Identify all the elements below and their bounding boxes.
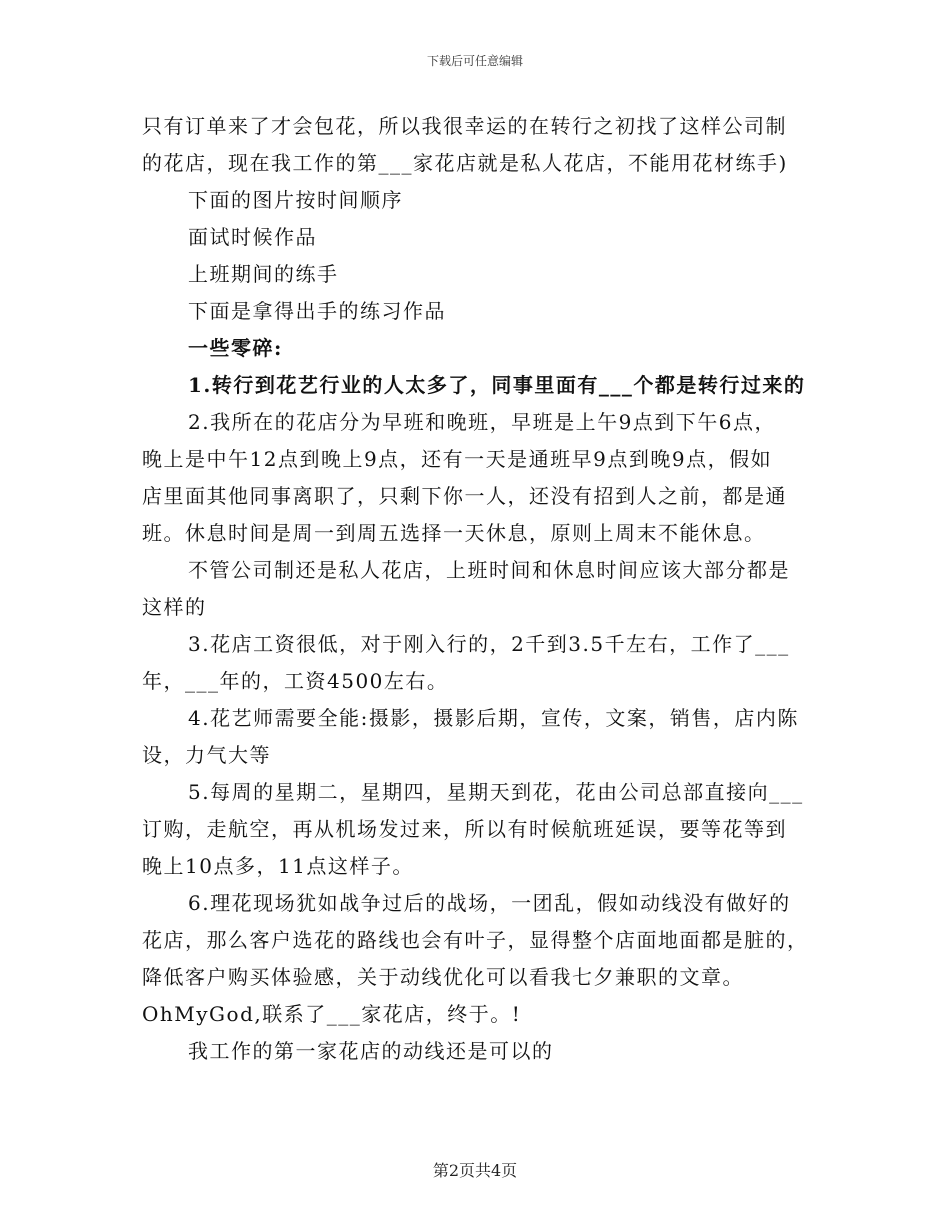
section-heading: 一些零碎: xyxy=(188,336,283,360)
body-line: 这样的 xyxy=(142,595,207,619)
body-line: 下面是拿得出手的练习作品 xyxy=(188,299,446,323)
body-line: 设，力气大等 xyxy=(142,743,271,767)
body-line: 订购，走航空，再从机场发过来，所以有时候航班延误，要等花等到 xyxy=(142,817,787,841)
body-line: 年，___年的，工资4500左右。 xyxy=(142,669,449,693)
body-line: 晚上10点多，11点这样子。 xyxy=(142,854,414,878)
body-line: 的花店，现在我工作的第___家花店就是私人花店，不能用花材练手) xyxy=(142,151,788,175)
document-body xyxy=(142,108,812,1070)
body-line: 3.花店工资很低，对于刚入行的，2千到3.5千左右，工作了___ xyxy=(188,632,790,656)
body-line: 花店，那么客户选花的路线也会有叶子，显得整个店面地面都是脏的， xyxy=(142,928,809,952)
body-line: 6.理花现场犹如战争过后的战场，一团乱，假如动线没有做好的 xyxy=(188,891,791,915)
body-line: 2.我所在的花店分为早班和晚班，早班是上午9点到下午6点， xyxy=(188,410,777,434)
body-line: 不管公司制还是私人花店，上班时间和休息时间应该大部分都是 xyxy=(188,558,790,582)
body-line: 面试时候作品 xyxy=(188,225,317,249)
body-line: 降低客户购买体验感，关于动线优化可以看我七夕兼职的文章。 xyxy=(142,965,744,989)
page-header: 下载后可任意编辑 xyxy=(426,54,523,68)
body-line: 5.每周的星期二，星期四，星期天到花，花由公司总部直接向___ xyxy=(188,780,804,804)
body-line: 晚上是中午12点到晚上9点，还有一天是通班早9点到晚9点，假如 xyxy=(142,447,773,471)
body-line: 只有订单来了才会包花，所以我很幸运的在转行之初找了这样公司制 xyxy=(142,114,787,138)
body-line-bold: 1.转行到花艺行业的人太多了，同事里面有___个都是转行过来的 xyxy=(188,373,806,397)
body-line: 4.花艺师需要全能:摄影，摄影后期，宣传，文案，销售，店内陈 xyxy=(188,706,799,730)
body-line: 上班期间的练手 xyxy=(188,262,339,286)
body-line: 班。休息时间是周一到周五选择一天休息，原则上周末不能休息。 xyxy=(142,521,766,545)
body-line: 店里面其他同事离职了，只剩下你一人，还没有招到人之前，都是通 xyxy=(142,484,787,508)
page-footer: 第2页共4页 xyxy=(432,1161,518,1180)
body-line: 下面的图片按时间顺序 xyxy=(188,188,403,212)
body-line: OhMyGod,联系了___家花店，终于。! xyxy=(142,1002,522,1026)
body-line: 我工作的第一家花店的动线还是可以的 xyxy=(188,1039,554,1063)
